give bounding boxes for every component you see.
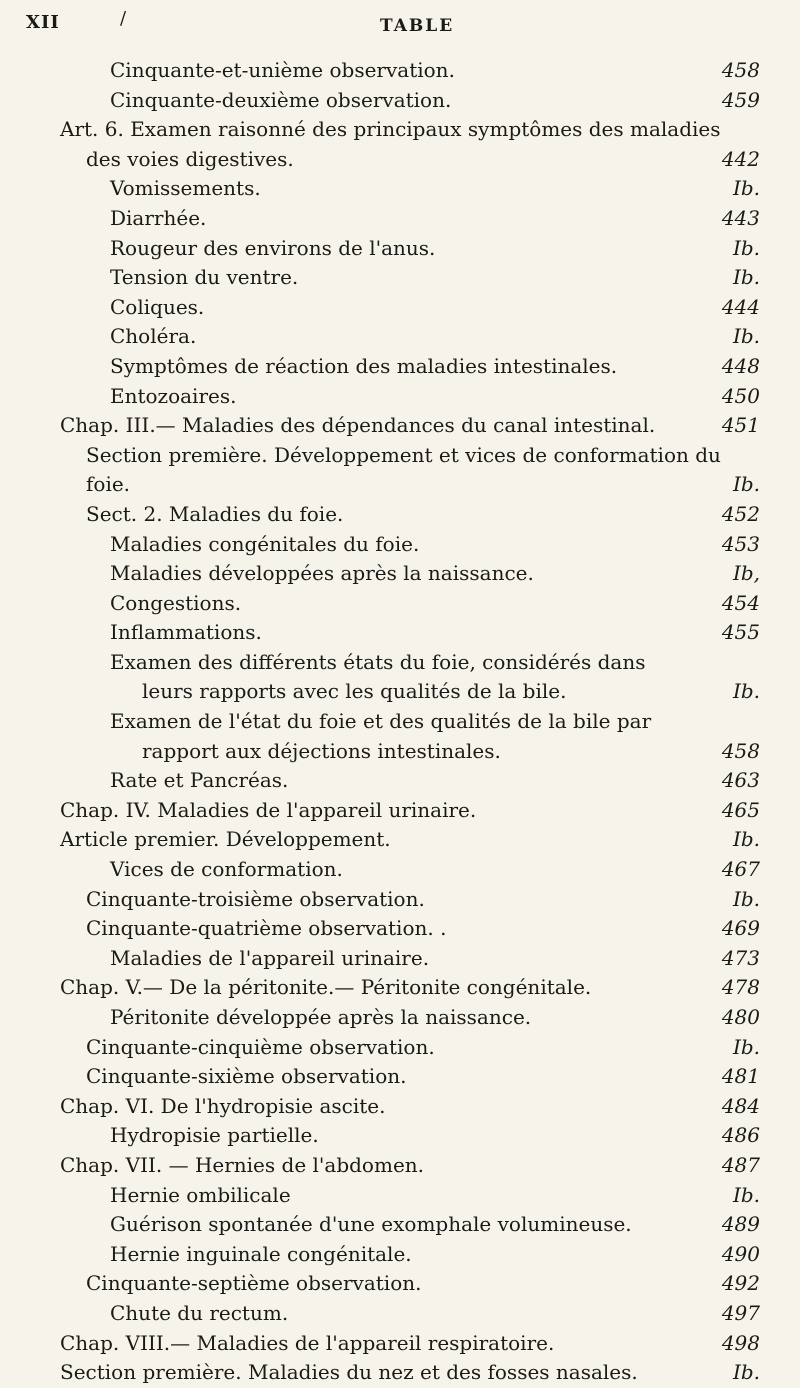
- toc-entry-text: foie.: [86, 472, 131, 497]
- toc-entry: [60, 1329, 760, 1359]
- toc-entry: [60, 1181, 760, 1211]
- page-number: XII: [26, 12, 60, 33]
- toc-entry: [60, 352, 760, 382]
- toc-entry-page: 458: [721, 738, 760, 763]
- toc-entry: [60, 1210, 760, 1240]
- toc-entry-text: Tension du ventre.: [110, 265, 299, 290]
- toc-entry-page: 458: [721, 58, 760, 82]
- toc-entry: [60, 293, 760, 323]
- toc-entry: [60, 441, 760, 471]
- toc-entry-text: Maladies de l'appareil urinaire.: [110, 945, 430, 970]
- toc-entry-text: Hydropisie partielle.: [110, 1123, 319, 1148]
- toc-entry-page: Ib,: [732, 561, 760, 586]
- toc-entry-page: 465: [721, 797, 760, 822]
- toc-entry: [60, 559, 760, 589]
- toc-entry: [60, 1033, 760, 1063]
- toc-entry-text: Guérison spontanée d'une exomphale volumineuse.: [110, 1212, 632, 1237]
- toc-entry-text: Cinquante-troisième observation.: [86, 886, 425, 911]
- toc-entry-text: Congestions.: [110, 590, 242, 615]
- toc-entry-page: 448: [721, 353, 760, 378]
- toc-entry: [60, 618, 760, 648]
- toc-entry-page: 459: [721, 87, 760, 112]
- toc-entry: [60, 115, 760, 145]
- toc-entry-page: 452: [721, 501, 760, 526]
- toc-entry-page: 467: [721, 857, 760, 882]
- toc-entry: [60, 885, 760, 915]
- toc-entry: [60, 825, 760, 855]
- header-mark: /: [120, 8, 127, 29]
- toc-entry-text: Cinquante-sixième observation.: [86, 1064, 407, 1089]
- toc-entry-page: 451: [721, 413, 760, 438]
- toc-entry-text: Cinquante-cinquième observation.: [86, 1034, 435, 1059]
- toc-entry-page: 478: [721, 975, 760, 1000]
- toc-entry-text: Art. 6. Examen raisonné des principaux symptômes des maladies: [60, 117, 721, 142]
- toc-entry-page: 498: [721, 1330, 760, 1355]
- toc-entry-text: Choléra.: [110, 324, 197, 349]
- toc-entry: [60, 855, 760, 885]
- toc-entry: [60, 1151, 760, 1181]
- toc-entry: [60, 973, 760, 1003]
- toc-entry-text: Chap. VIII.— Maladies de l'appareil respiratoire.: [60, 1330, 555, 1355]
- toc-entry-text: Cinquante-septième observation.: [86, 1271, 422, 1296]
- toc-entry-page: Ib.: [732, 324, 760, 349]
- toc-entry-text: Symptômes de réaction des maladies intestinales.: [110, 353, 618, 378]
- toc-entry-page: Ib.: [732, 472, 760, 497]
- toc-entry: [60, 1092, 760, 1122]
- toc-entry: [60, 382, 760, 412]
- toc-entry-text: des voies digestives.: [86, 146, 294, 171]
- toc-entry-text: Chap. IV. Maladies de l'appareil urinaire.: [60, 797, 477, 822]
- toc-entry-page: 442: [721, 146, 760, 171]
- toc-entry-text: Diarrhée.: [110, 205, 207, 230]
- toc-entry-text: Cinquante-quatrième observation. .: [86, 916, 447, 941]
- toc-entry: [60, 707, 760, 737]
- toc-entry-text: Rate et Pancréas.: [110, 768, 289, 793]
- toc-entry: [60, 263, 760, 293]
- toc-entry-text: Hernie ombilicale: [110, 1182, 291, 1207]
- toc-entry: [60, 1269, 760, 1299]
- toc-entry-page: 490: [721, 1241, 760, 1266]
- toc-entry-page: 484: [721, 1093, 760, 1118]
- toc-entry: [60, 470, 760, 500]
- toc-entry: [60, 589, 760, 619]
- toc-entry-page: 486: [721, 1123, 760, 1148]
- toc-entry-page: 450: [721, 383, 760, 408]
- toc-entry-text: Maladies congénitales du foie.: [110, 531, 420, 556]
- toc-entry: [60, 86, 760, 116]
- toc-entry-page: Ib.: [732, 886, 760, 911]
- toc-entry-text: Chap. III.— Maladies des dépendances du canal intestinal.: [60, 413, 656, 438]
- toc-entry-page: 481: [721, 1064, 760, 1089]
- toc-entry: [60, 174, 760, 204]
- toc-entry-page: 480: [721, 1005, 760, 1029]
- toc-entry-page: Ib.: [732, 1182, 760, 1207]
- toc-entry-text: Section première. Maladies du nez et des fosses nasales.: [60, 1360, 638, 1385]
- toc-entry-text: Vomissements.: [110, 176, 261, 201]
- toc-entry-text: Vices de conformation.: [110, 857, 343, 882]
- toc-entry-page: Ib.: [732, 827, 760, 852]
- toc-entry-text: rapport aux déjections intestinales.: [142, 738, 501, 763]
- toc-entry: [60, 1358, 760, 1388]
- toc-entry: [60, 737, 760, 767]
- toc-entry: [60, 1240, 760, 1270]
- toc-entry-text: Sect. 2. Maladies du foie.: [86, 501, 344, 526]
- toc-entry-page: 444: [721, 294, 760, 319]
- toc-entry-page: 454: [721, 590, 760, 615]
- toc-entry-page: 473: [721, 945, 760, 970]
- running-title: TABLE: [380, 16, 455, 36]
- toc-entry: [60, 145, 760, 175]
- toc-entry-text: Maladies développées après la naissance.: [110, 561, 534, 586]
- toc-entry: [60, 796, 760, 826]
- toc-entry-text: Examen des différents états du foie, considérés dans: [110, 649, 646, 674]
- toc-entry-page: Ib.: [732, 1360, 760, 1385]
- page-header: [20, 6, 780, 46]
- toc-entry-text: Rougeur des environs de l'anus.: [110, 235, 436, 260]
- toc-entry-text: Examen de l'état du foie et des qualités de la bile par: [110, 709, 652, 734]
- toc-entry: [60, 204, 760, 234]
- toc-entry-page: Ib.: [732, 235, 760, 260]
- toc-entry: [60, 1062, 760, 1092]
- toc-entry: [60, 322, 760, 352]
- toc-entry-page: 469: [721, 916, 760, 941]
- toc-entry-page: 487: [721, 1152, 760, 1177]
- toc-entry: [60, 411, 760, 441]
- toc-entry-text: Entozoaires.: [110, 383, 237, 408]
- toc-entry: [60, 677, 760, 707]
- toc-entry-page: 455: [721, 620, 760, 645]
- toc-entry-text: Coliques.: [110, 294, 205, 319]
- toc-entry-page: Ib.: [732, 176, 760, 201]
- toc-entry-text: Chap. VII. — Hernies de l'abdomen.: [60, 1152, 425, 1177]
- toc-entry: [60, 648, 760, 678]
- toc-entry: [60, 56, 760, 86]
- toc-entry-page: 463: [721, 768, 760, 793]
- toc-entry-text: Cinquante-deuxième observation.: [110, 87, 452, 112]
- toc-entry-text: Chap. V.— De la péritonite.— Péritonite congénitale.: [60, 975, 592, 1000]
- toc-entry-page: 489: [721, 1212, 760, 1237]
- toc-entry-text: Article premier. Développement.: [60, 827, 391, 852]
- toc-entry-page: 453: [721, 531, 760, 556]
- toc-entry: [60, 914, 760, 944]
- toc-entry-page: Ib.: [732, 265, 760, 290]
- toc-entry: [60, 1003, 760, 1033]
- toc-entry-page: Ib.: [732, 1034, 760, 1059]
- table-of-contents: [60, 56, 760, 1388]
- toc-entry-text: Cinquante-et-unième observation.: [110, 58, 455, 82]
- toc-entry-page: Ib.: [732, 679, 760, 704]
- toc-entry: [60, 944, 760, 974]
- toc-entry: [60, 530, 760, 560]
- toc-entry-text: Chap. VI. De l'hydropisie ascite.: [60, 1093, 386, 1118]
- toc-entry-text: Péritonite développée après la naissance.: [110, 1005, 532, 1029]
- toc-entry: [60, 1299, 760, 1329]
- toc-entry-text: Chute du rectum.: [110, 1300, 289, 1325]
- toc-entry-text: leurs rapports avec les qualités de la bile.: [142, 679, 567, 704]
- toc-entry: [60, 234, 760, 264]
- toc-entry-page: 492: [721, 1271, 760, 1296]
- toc-entry: [60, 500, 760, 530]
- toc-entry-page: 497: [721, 1300, 760, 1325]
- toc-entry: [60, 766, 760, 796]
- toc-entry-text: Inflammations.: [110, 620, 262, 645]
- toc-entry-page: 443: [721, 205, 760, 230]
- toc-entry-text: Section première. Développement et vices de conformation du: [86, 442, 721, 467]
- toc-entry: [60, 1121, 760, 1151]
- toc-entry-text: Hernie inguinale congénitale.: [110, 1241, 412, 1266]
